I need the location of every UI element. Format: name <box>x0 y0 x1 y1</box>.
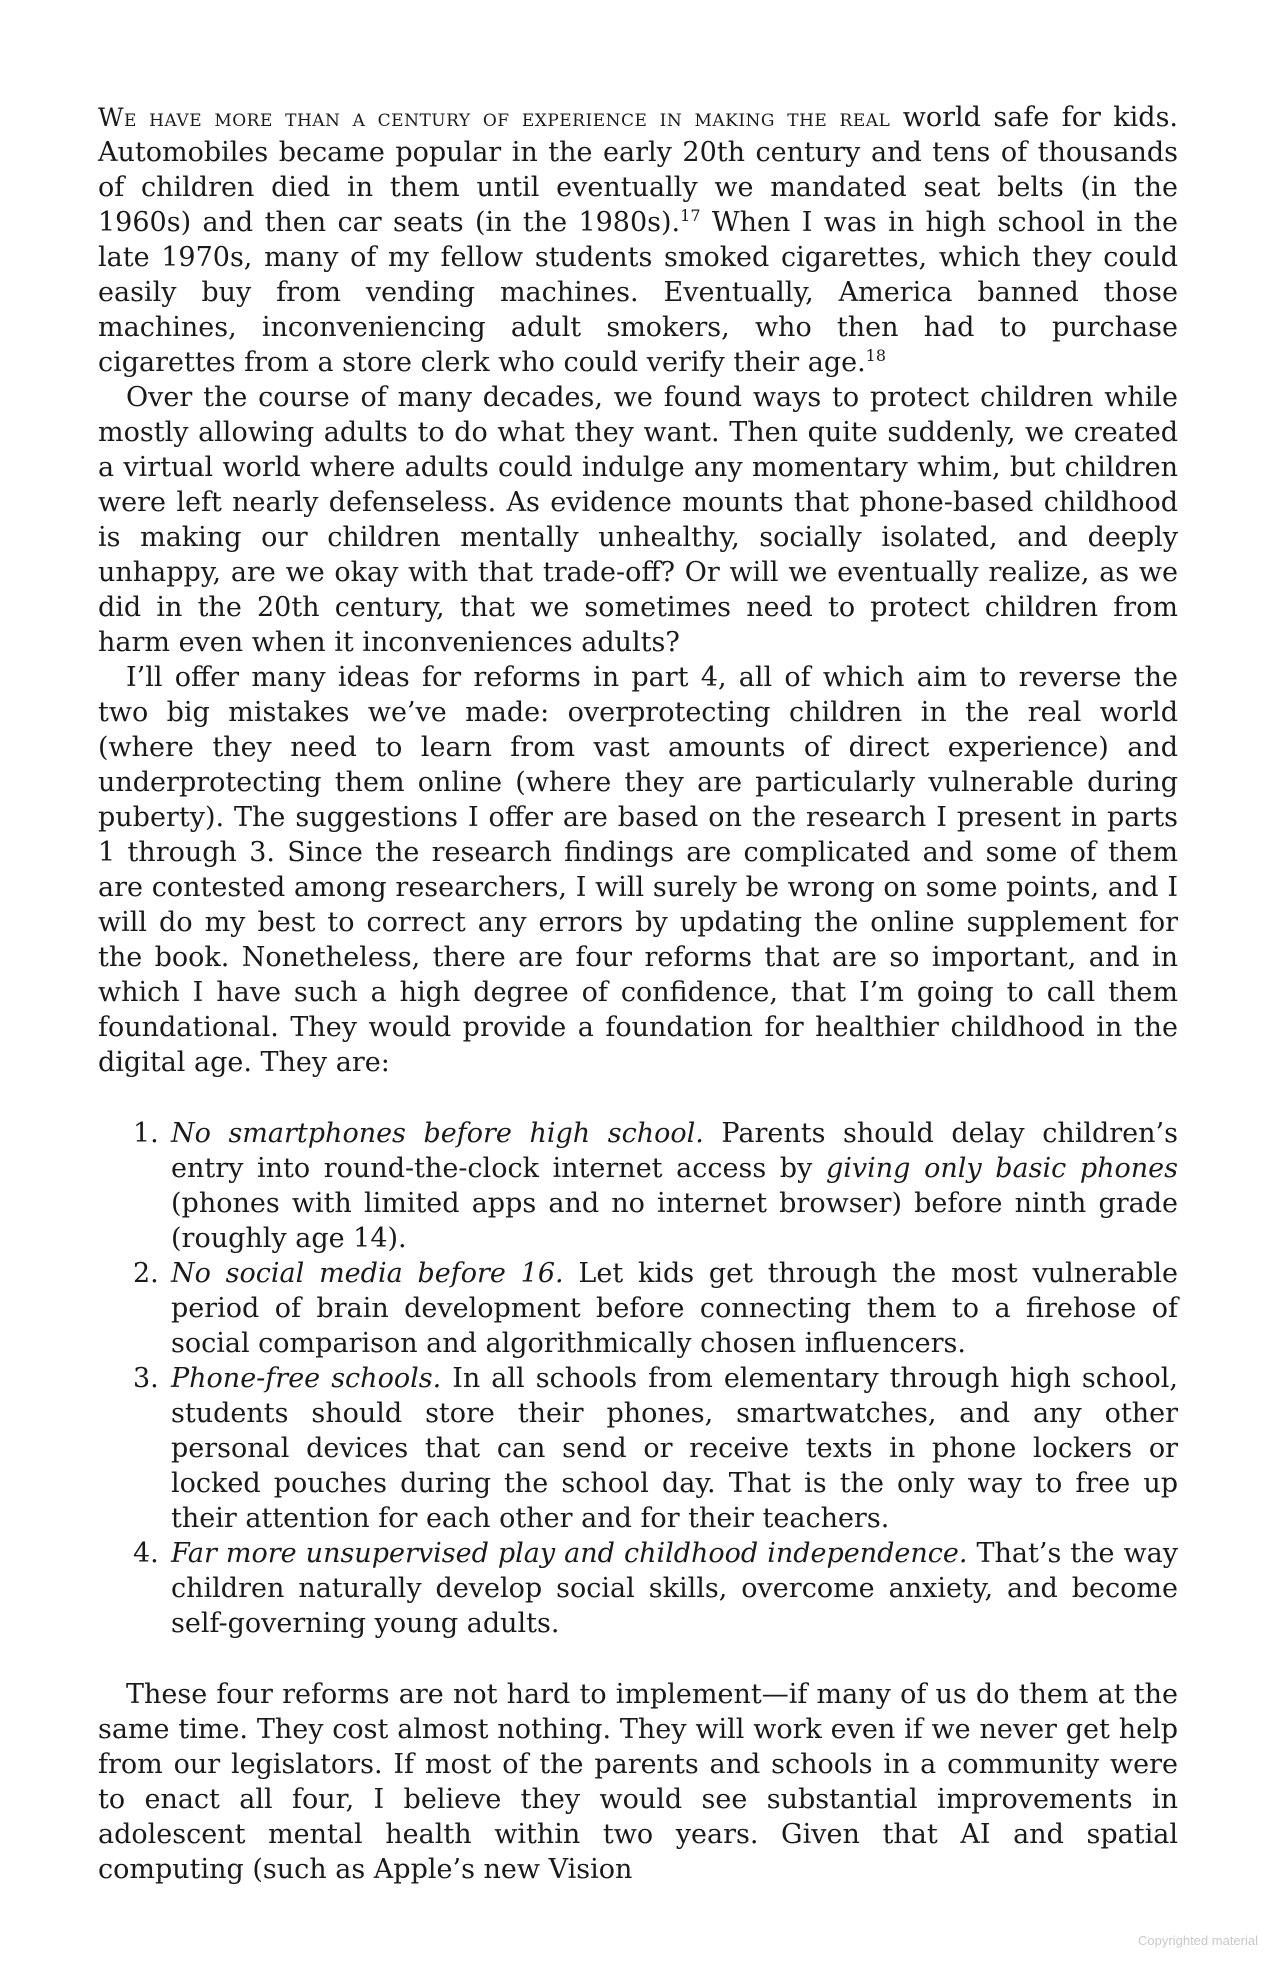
paragraph-3: I’ll offer many ideas for reforms in part 4, all of which aim to reverse the two big mistakes we’ve made: overprotecting children in the real world (where they need to learn from vast amounts of direct experience) and underprotecting them online (where they are particularly vulnerable during puberty). The suggestions I offer are based on the research I present in parts 1 through 3. Since the research findings are complicated and some of them are contested among researchers, I will surely be wrong on some points, and I will do my best to correct any errors by updating the online supplement for the book. Nonetheless, there are four reforms that are so important, and in which I have such a high degree of confidence, that I’m going to call them foundational. They would provide a foundation for healthier childhood in the digital age. They are: <box>98 662 1178 1078</box>
list-item-italic: giving only basic phones <box>825 1153 1178 1184</box>
list-item-number: 4. <box>133 1538 159 1569</box>
list-item-text: Parents should delay children’s entry into round-the-clock internet access by <box>171 1118 1178 1184</box>
opening-text-1: world safe for kids. Automobiles became popular in the early 20th century and tens of thousands of children died in them until eventually we mandated seat belts (in the 1960s) and then car seats (in the 1980s). <box>98 102 1179 238</box>
footnote-ref-17[interactable]: 17 <box>680 206 701 225</box>
footnote-ref-18[interactable]: 18 <box>865 346 887 365</box>
list-item <box>98 1536 1178 1641</box>
opening-text-2: When I was in high school in the late 1970s, many of my fellow students smoked cigarettes, which they could easily buy from vending machines. Eventually, America banned those machines, inconveniencing adult smokers, who then had to purchase cigarettes from a store clerk who could verify their age. <box>98 207 1178 378</box>
opening-smallcaps: We have more than a century of experience in making the real <box>98 103 891 132</box>
list-item-text: That’s the way children naturally develop social skills, overcome anxiety, and become self-governing young adults. <box>171 1538 1179 1639</box>
list-item <box>98 1256 1178 1361</box>
opening-paragraph <box>98 100 1178 380</box>
copyright-watermark: Copyrighted material <box>1138 1933 1258 1948</box>
list-item-title: Far more unsupervised play and childhood independence. <box>171 1538 968 1569</box>
page-body <box>98 100 1178 1887</box>
reforms-list <box>98 1116 1178 1641</box>
list-item-title: Phone-free schools. <box>171 1363 442 1394</box>
list-item <box>98 1116 1178 1256</box>
list-item-title: No social media before 16. <box>171 1258 564 1289</box>
list-item-text: Let kids get through the most vulnerable period of brain development before connecting them to a firehose of social comparison and algorithmically chosen influencers. <box>171 1258 1178 1359</box>
paragraph-4: These four reforms are not hard to implement—if many of us do them at the same time. They cost almost nothing. They will work even if we never get help from our legislators. If most of the parents and schools in a community were to enact all four, I believe they would see substantial improvements in adolescent mental health within two years. Given that AI and spatial computing (such as Apple’s new Vision <box>98 1679 1178 1885</box>
paragraph-2: Over the course of many decades, we found ways to protect children while mostly allowing adults to do what they want. Then quite suddenly, we created a virtual world where adults could indulge any momentary whim, but children were left nearly defenseless. As evidence mounts that phone-based childhood is making our children mentally unhealthy, socially isolated, and deeply unhappy, are we okay with that trade-off? Or will we eventually realize, as we did in the 20th century, that we sometimes need to protect children from harm even when it inconveniences adults? <box>98 382 1178 658</box>
list-item-number: 3. <box>133 1363 159 1394</box>
list-item-text: In all schools from elementary through high school, students should store their phones, smartwatches, and any other personal devices that can send or receive texts in phone lockers or locked pouches during the school day. That is the only way to free up their attention for each other and for their teachers. <box>171 1363 1178 1534</box>
list-item <box>98 1361 1178 1536</box>
list-item-number: 1. <box>133 1118 159 1149</box>
list-item-number: 2. <box>133 1258 159 1289</box>
list-item-text-end: (phones with limited apps and no internet browser) before ninth grade (roughly age 14). <box>171 1188 1178 1254</box>
list-item-title: No smartphones before high school. <box>171 1118 704 1149</box>
